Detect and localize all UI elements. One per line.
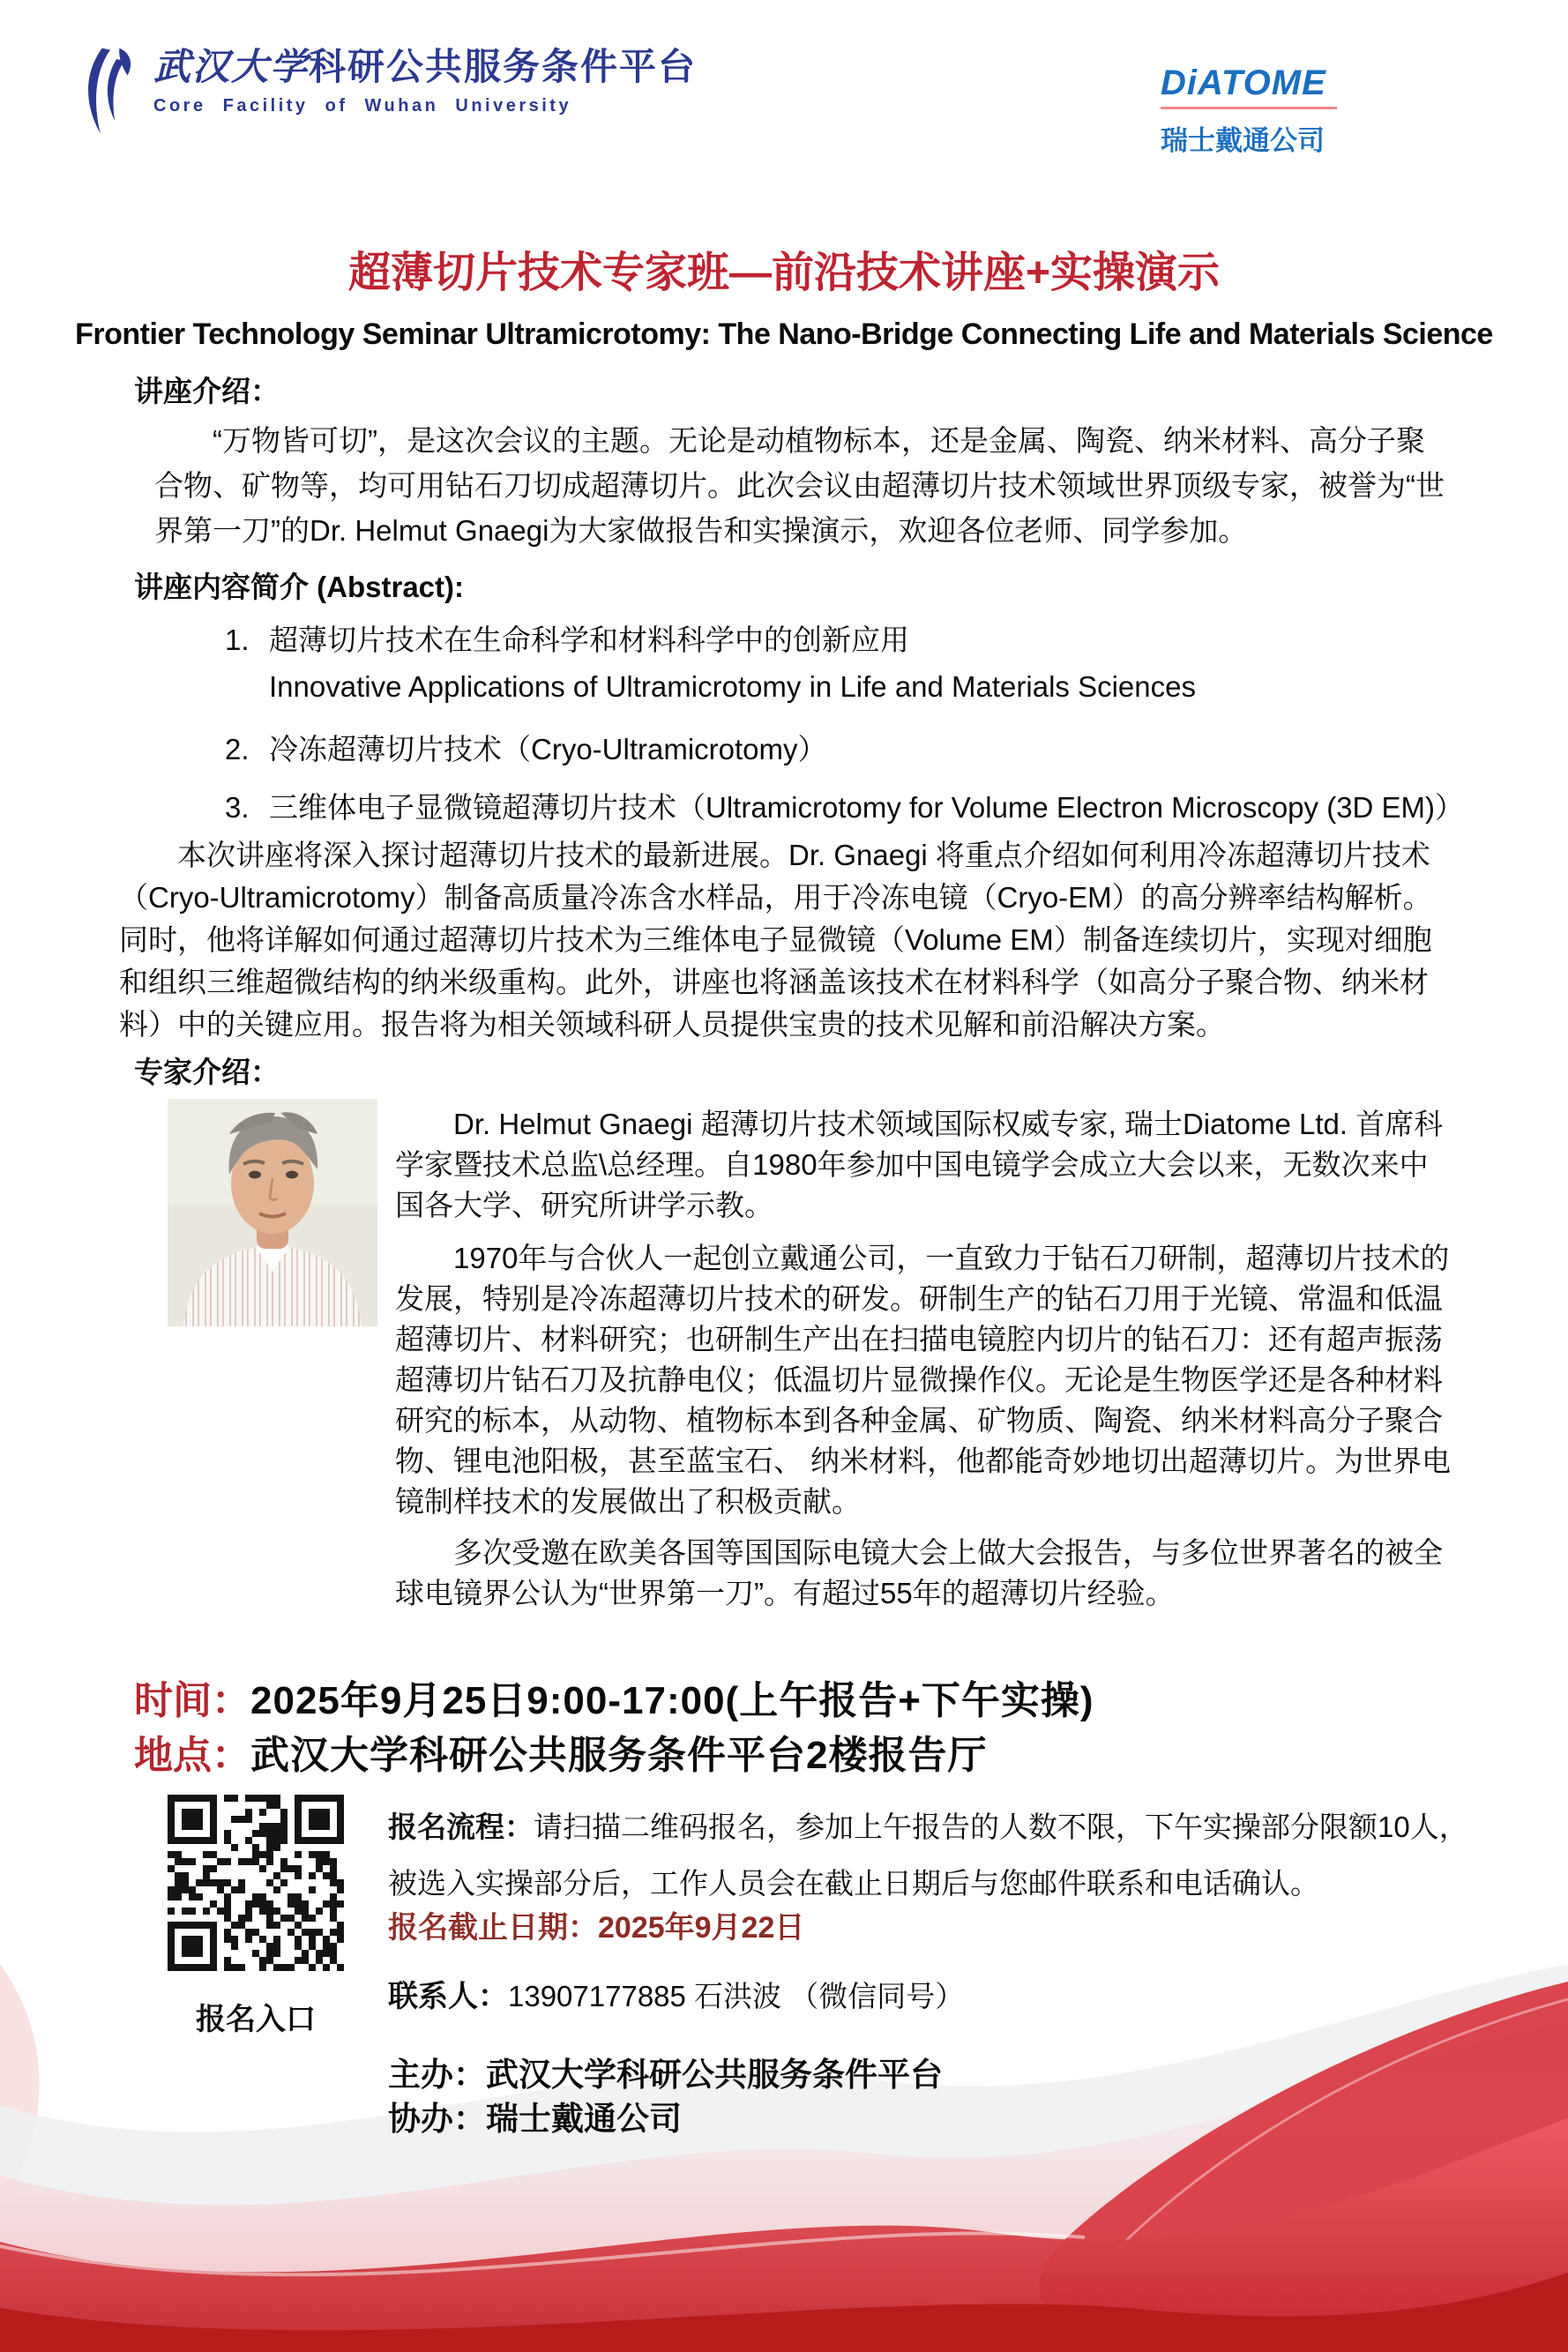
diatome-logo bbox=[1161, 63, 1337, 158]
facility-name: 科研公共服务条件平台 bbox=[309, 46, 698, 87]
registration-process bbox=[388, 1799, 1473, 1912]
intro-heading: 讲座介绍： bbox=[134, 375, 280, 407]
registration-process-text: 请扫描二维码报名，参加上午报告的人数不限，下午实操部分限额10人，被选入实操部分后，工作人员会在截止日期后与您邮件联系和电话确认。 bbox=[388, 1811, 1468, 1900]
page-subtitle: Frontier Technology Seminar Ultramicrotomy: The Nano-Bridge Connecting Life and Materials Science bbox=[75, 317, 1493, 351]
event-time-row bbox=[134, 1669, 1094, 1725]
contact-label: 联系人： bbox=[388, 1980, 508, 2013]
intro-paragraph: “万物皆可切”，是这次会议的主题。无论是动植物标本，还是金属、陶瓷、纳米材料、高分子聚合物、矿物等，均可用钻石刀切成超薄切片。此次会议由超薄切片技术领域世界顶级专家，被誉为“世界第一刀”的Dr. Helmut Gnaegi为大家做报告和实操演示，欢迎各位老师、同学参加。 bbox=[154, 424, 1445, 547]
abstract-item-2-text: 冷冻超薄切片技术（Cryo-Ultramicrotomy） bbox=[269, 733, 827, 765]
abstract-paragraph: 本次讲座将深入探讨超薄切片技术的最新进展。Dr. Gnaegi 将重点介绍如何利用冷冻超薄切片技术（Cryo-Ultramicrotomy）制备高质量冷冻含水样品，用于冷冻电镜（Cryo-EM）的高分辨率结构解析。同时，他将详解如何通过超薄切片技术为三维体电子显微镜（Volume EM）制备连续切片，实现对细胞和组织三维超微结构的纳米级重构。此外，讲座也将涵盖该技术在材料科学（如高分子聚合物、纳米材料）中的关键应用。报告将为相关领域科研人员提供宝贵的技术见解和前沿解决方案。 bbox=[119, 839, 1432, 1041]
contact-row bbox=[388, 1972, 964, 2015]
abstract-item-3-number: 3. bbox=[225, 791, 250, 824]
diatome-chinese-name: 瑞士戴通公司 bbox=[1161, 125, 1325, 156]
expert-bio-paragraph-3: 多次受邀在欧美各国等国国际电镜大会上做大会报告，与多位世界著名的被全球电镜界公认为“世界第一刀”。有超过55年的超薄切片经验。 bbox=[395, 1536, 1443, 1609]
qr-code bbox=[168, 1795, 344, 1971]
event-venue-value: 武汉大学科研公共服务条件平台2楼报告厅 bbox=[250, 1734, 988, 1777]
diatome-underline bbox=[1161, 107, 1337, 109]
abstract-item-3 bbox=[225, 785, 1464, 826]
expert-bio-paragraph-1: Dr. Helmut Gnaegi 超薄切片技术领域国际权威专家, 瑞士Diatome Ltd. 首席科学家暨技术总监\总经理。自1980年参加中国电镜学会成立大会以来，无数次来中国各大学、研究所讲学示教。 bbox=[395, 1108, 1444, 1221]
event-time-value: 2025年9月25日9:00-17:00(上午报告+下午实操) bbox=[250, 1679, 1094, 1722]
host-row bbox=[388, 2048, 943, 2095]
cohost-value: 瑞士戴通公司 bbox=[486, 2101, 682, 2137]
contact-value: 13907177885 石洪波 （微信同号） bbox=[508, 1980, 965, 2012]
cohost-label: 协办： bbox=[388, 2101, 486, 2137]
abstract-item-1-text: 超薄切片技术在生命科学和材料科学中的创新应用 bbox=[269, 623, 909, 656]
abstract-heading: 讲座内容简介 (Abstract): bbox=[134, 571, 465, 603]
university-logo-text bbox=[153, 46, 697, 89]
abstract-item-1-english: Innovative Applications of Ultramicrotomy in Life and Materials Sciences bbox=[269, 670, 1196, 703]
page-title: 超薄切片技术专家班—前沿技术讲座+实操演示 bbox=[347, 250, 1221, 296]
qr-caption: 报名入口 bbox=[196, 2003, 316, 2036]
host-value: 武汉大学科研公共服务条件平台 bbox=[486, 2057, 943, 2093]
registration-deadline: 报名截止日期：2025年9月22日 bbox=[388, 1911, 805, 1945]
host-label: 主办： bbox=[388, 2057, 486, 2093]
diatome-brand: DiATOME bbox=[1161, 63, 1326, 102]
expert-bio-paragraph-2: 1970年与合伙人一起创立戴通公司，一直致力于钻石刀研制，超薄切片技术的发展，特别是冷冻超薄切片技术的研发。研制生产的钻石刀用于光镜、常温和低温超薄切片、材料研究；也研制生产出在扫描电镜腔内切片的钻石刀：还有超声振荡超薄切片钻石刀及抗静电仪；低温切片显微操作仪。无论是生物医学还是各种材料研究的标本，从动物、植物标本到各种金属、矿物质、陶瓷、纳米材料高分子聚合物、锂电池阳极，甚至蓝宝石、 纳米材料，他都能奇妙地切出超薄切片。为世界电镜制样技术的发展做出了积极贡献。 bbox=[395, 1242, 1452, 1518]
university-logo bbox=[78, 46, 697, 138]
registration-process-label: 报名流程： bbox=[388, 1811, 534, 1843]
cohost-row bbox=[388, 2092, 682, 2139]
university-logo-icon bbox=[78, 46, 141, 138]
university-logo-english: Core Facility of Wuhan University bbox=[153, 96, 572, 116]
event-time-label: 时间： bbox=[134, 1679, 250, 1722]
expert-heading: 专家介绍： bbox=[134, 1056, 280, 1088]
abstract-item-3-text: 三维体电子显微镜超薄切片技术（Ultramicrotomy for Volume Electron Microscopy (3D EM)） bbox=[269, 791, 1465, 824]
expert-photo bbox=[168, 1099, 377, 1326]
abstract-item-1 bbox=[225, 617, 909, 659]
abstract-item-2-number: 2. bbox=[225, 733, 250, 765]
event-venue-label: 地点： bbox=[134, 1734, 250, 1777]
event-venue-row bbox=[134, 1723, 987, 1780]
university-name: 武汉大学 bbox=[153, 48, 310, 88]
abstract-item-2 bbox=[225, 727, 827, 768]
abstract-item-1-number: 1. bbox=[225, 623, 250, 656]
